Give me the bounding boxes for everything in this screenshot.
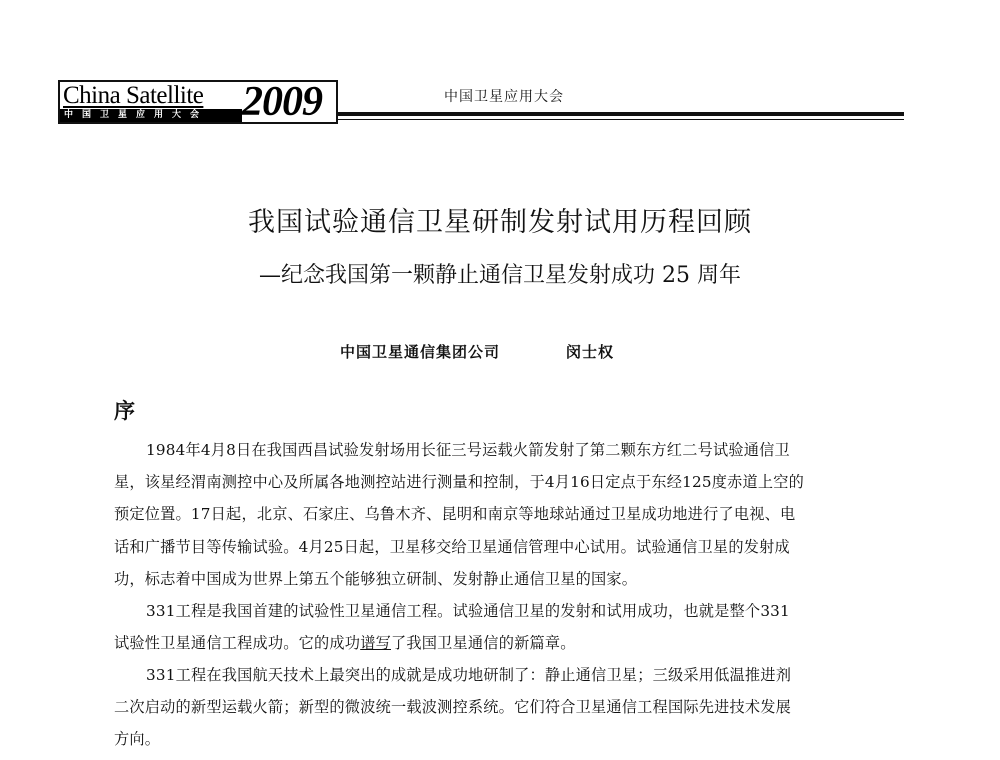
underlined-word: 谱写 (360, 634, 391, 652)
author-line (340, 341, 614, 362)
body-line: 二次启动的新型运载火箭；新型的微波统一载波测控系统。它们符合卫星通信工程国际先进技术发展 (114, 698, 792, 716)
body-text-fragment: 试验性卫星通信工程成功。它的成功 (114, 634, 361, 652)
body-line (114, 633, 888, 653)
article-subtitle: —纪念我国第一颗静止通信卫星发射成功 25 周年 (259, 263, 741, 288)
body-line: 331工程是我国首建的试验性卫星通信工程。试验通信卫星的发射和试用成功，也就是整个331 (146, 602, 790, 620)
author-name: 闵士权 (566, 343, 615, 361)
article-title: 我国试验通信卫星研制发射试用历程回顾 (248, 207, 752, 238)
logo-year: 2009 (242, 80, 322, 124)
body-text-fragment: 了我国卫星通信的新篇章。 (390, 634, 576, 652)
header-rule-thin (338, 119, 904, 120)
body-line: 预定位置。17日起，北京、石家庄、乌鲁木齐、昆明和南京等地球站通过卫星成功地进行了电视、电 (114, 505, 796, 523)
body-line: 星，该星经渭南测控中心及所属各地测控站进行测量和控制，于4月16日定点于东经125度赤道上空的 (114, 473, 805, 491)
body-line: 话和广播节目等传输试验。4月25日起，卫星移交给卫星通信管理中心试用。试验通信卫星的发射成 (114, 538, 790, 556)
body-line: 331工程在我国航天技术上最突出的成就是成功地研制了：静止通信卫星；三级采用低温推进剂 (146, 666, 792, 684)
body-line: 功，标志着中国成为世界上第五个能够独立研制、发射静止通信卫星的国家。 (114, 570, 638, 588)
section-heading: 序 (114, 399, 135, 423)
running-header-title: 中国卫星应用大会 (444, 89, 564, 105)
logo-sub-text: 中国卫星应用大会 (60, 109, 242, 122)
logo-left-block (60, 82, 242, 122)
conference-logo (58, 80, 338, 124)
header-rule-thick (338, 112, 904, 116)
body-line: 方向。 (114, 730, 161, 748)
author-organization: 中国卫星通信集团公司 (340, 343, 501, 361)
page-header (58, 80, 904, 126)
body-line: 1984年4月8日在我国西昌试验发射场用长征三号运载火箭发射了第二颗东方红二号试验通信卫 (146, 441, 790, 459)
logo-main-text: China Satellite (63, 82, 204, 109)
